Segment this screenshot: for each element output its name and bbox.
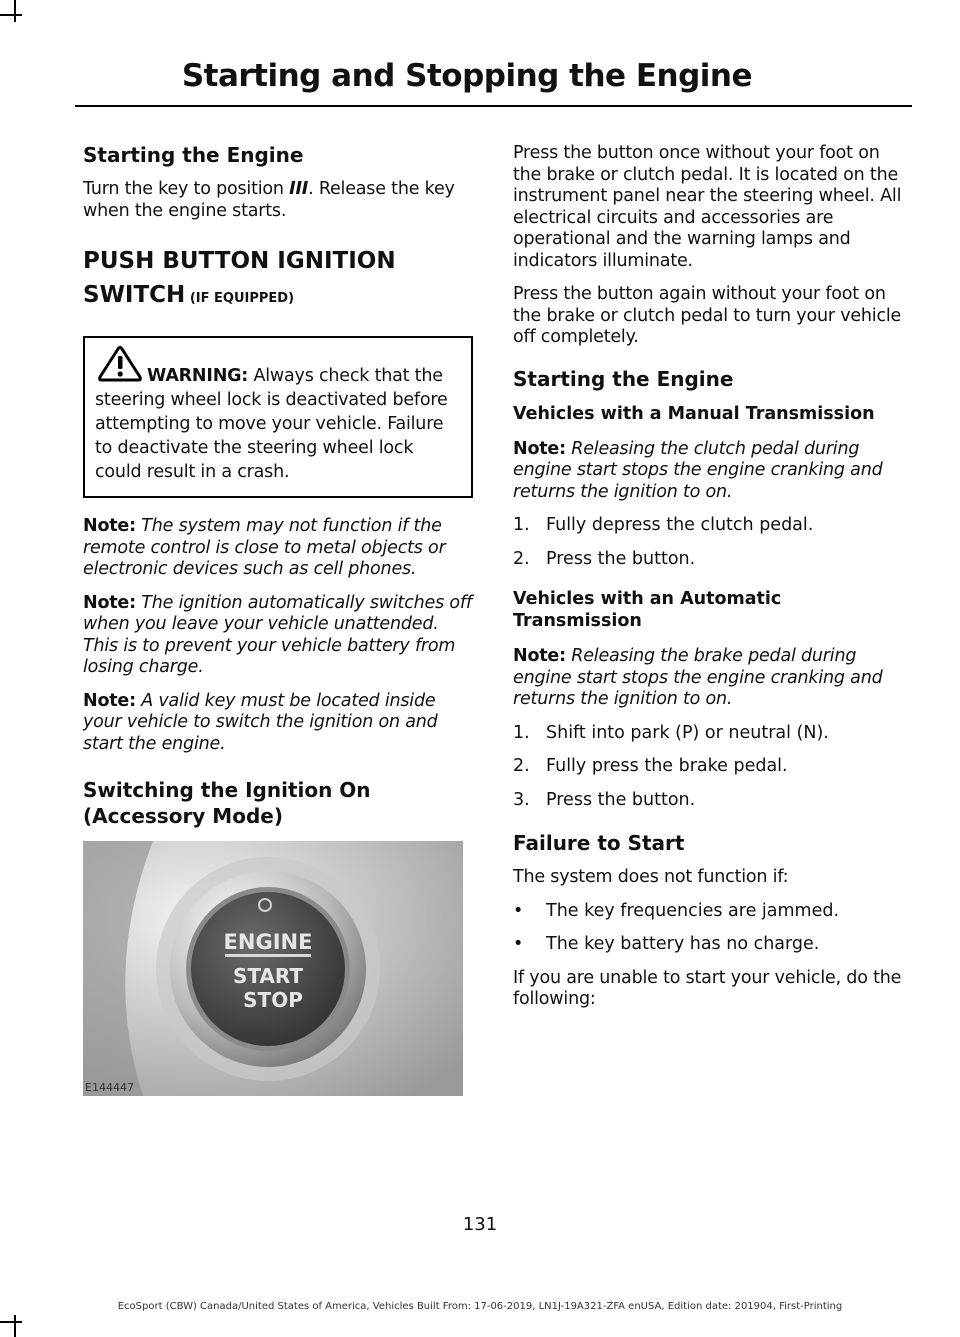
page-number: 131 — [462, 1214, 498, 1235]
note — [513, 439, 908, 504]
note-text: Releasing the clutch pedal during engine start stops the engine cranking and returns the ignition to on. — [513, 438, 883, 502]
automatic-steps-list — [513, 723, 908, 812]
note — [83, 691, 473, 756]
note — [513, 646, 908, 711]
page-header-title: Starting and Stopping the Engine — [181, 58, 752, 94]
list-item — [513, 723, 908, 745]
paragraph: If you are unable to start your vehicle, do the following: — [513, 967, 902, 1009]
heading-line — [83, 278, 473, 316]
note-text: The system may not function if the remote control is close to metal objects or electronic devices such as cell phones. — [83, 516, 446, 579]
section-heading: Failure to Start — [513, 831, 685, 855]
note-label: Note: — [83, 516, 136, 536]
engine-start-button-figure — [83, 841, 463, 1096]
text: Always check that the steering wheel lock is deactivated before attempting to move your vehicle. Failure to deactivate the steering wheel lock could result in a crash. — [95, 366, 448, 482]
note — [83, 593, 473, 679]
subsection-heading: Vehicles with a Manual Transmission — [513, 403, 875, 424]
step-number: 3. — [513, 789, 530, 810]
step-number: 2. — [513, 756, 530, 776]
chapter-heading — [83, 244, 473, 316]
figure-code: E144447 — [85, 1081, 134, 1094]
text: . Release the key when the engine starts. — [83, 179, 455, 221]
crop-mark — [0, 14, 22, 16]
warning-text — [95, 364, 461, 484]
crop-mark — [0, 1321, 22, 1323]
manual-steps-list — [513, 515, 908, 570]
note-label: Note: — [83, 690, 136, 711]
section-heading: Starting the Engine — [83, 143, 304, 167]
bullet-text: The key battery has no charge. — [546, 934, 820, 954]
list-item — [513, 549, 908, 571]
list-item — [513, 515, 908, 537]
button-label-start: START — [232, 964, 304, 988]
left-column — [83, 143, 473, 1096]
note-label: Note: — [83, 592, 136, 613]
failure-bullets-list — [513, 901, 908, 956]
subsection-heading: Vehicles with an Automatic Transmission — [513, 589, 782, 631]
note-text: A valid key must be located inside your vehicle to switch the ignition on and start the engine. — [83, 690, 438, 754]
section-heading: Starting the Engine — [513, 366, 734, 391]
text: SWITCH — [83, 282, 186, 308]
position-label: III — [289, 179, 309, 199]
list-item — [513, 901, 908, 923]
note-label: Note: — [513, 438, 566, 459]
header-divider — [75, 105, 912, 107]
text: Turn the key to position — [83, 179, 290, 199]
engine-button-illustration — [83, 841, 463, 1096]
list-item — [513, 756, 908, 778]
step-text: Press the button. — [546, 789, 696, 810]
list-item — [513, 790, 908, 812]
section-heading: Switching the Ignition On (Accessory Mode) — [83, 778, 371, 828]
paragraph — [83, 179, 473, 222]
button-label-engine: ENGINE — [223, 930, 313, 954]
bullet-text: The key frequencies are jammed. — [546, 900, 840, 921]
page-footer: EcoSport (CBW) Canada/United States of America, Vehicles Built From: 17-06-2019, LN1J-19A321-ZFA enUSA, Edition date: 201904, First-Printing — [117, 1301, 843, 1312]
warning-icon — [97, 344, 143, 384]
paragraph: Press the button once without your foot on the brake or clutch pedal. It is located on the instrument panel near the steering wheel. All electrical circuits and accessories are operational and the warning lamps and indicators illuminate. — [513, 143, 902, 271]
note — [83, 516, 473, 581]
button-label-stop: STOP — [243, 988, 303, 1012]
crop-mark — [14, 0, 16, 22]
paragraph: Press the button again without your foot on the brake or clutch pedal to turn your vehicle off completely. — [513, 284, 902, 347]
step-text: Press the button. — [546, 548, 696, 569]
list-item — [513, 934, 908, 956]
step-text: Fully depress the clutch pedal. — [546, 515, 814, 535]
step-text: Fully press the brake pedal. — [546, 756, 788, 776]
step-number: 1. — [513, 515, 530, 535]
right-column — [513, 143, 908, 1023]
if-equipped-label: (IF EQUIPPED) — [185, 291, 295, 306]
note-text: The ignition automatically switches off when you leave your vehicle unattended. This is to prevent your vehicle battery from losing charge. — [83, 592, 472, 677]
note-label: Note: — [513, 646, 566, 666]
note-text: Releasing the brake pedal during engine start stops the engine cranking and returns the ignition to on. — [513, 646, 883, 709]
step-number: 2. — [513, 548, 530, 569]
paragraph: The system does not function if: — [513, 867, 789, 887]
step-text: Shift into park (P) or neutral (N). — [546, 722, 829, 743]
warning-label: WARNING: — [147, 366, 249, 386]
bullet-mark: • — [513, 900, 524, 921]
step-number: 1. — [513, 722, 530, 743]
crop-mark — [14, 1315, 16, 1337]
warning-box — [83, 336, 473, 498]
bullet-mark: • — [513, 934, 524, 954]
heading-line: PUSH BUTTON IGNITION — [83, 248, 396, 274]
